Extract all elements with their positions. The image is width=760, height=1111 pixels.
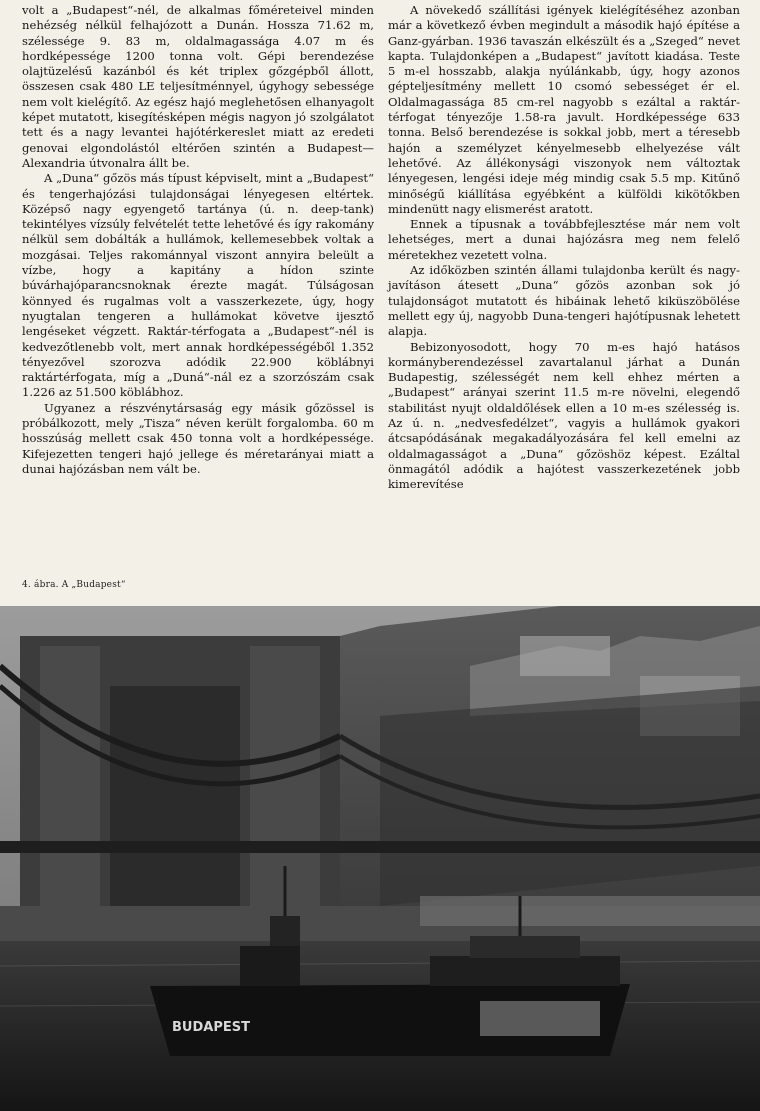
paragraph: Ennek a típusnak a továbbfejlesztése már nem volt lehetséges, mert a dunai hajózásra meg nem felelő méretekhez vezetett volna.	[388, 217, 740, 262]
ship-photograph	[0, 606, 760, 1111]
paragraph: Ugyanez a részvénytársaság egy másik gőzössel is próbálkozott, mely „Tisza“ néven került forgalomba. 60 m hosszúság mellett csak 450 tonna volt a hordképessége. Kifejezetten tengeri hajó jellege és méretarányai miatt a dunai hajózásban nem vált be.	[22, 400, 374, 476]
left-text-column	[22, 3, 374, 477]
right-text-column	[388, 3, 740, 493]
ship-name-lettering: BUDAPEST	[172, 1020, 250, 1035]
figure-caption: 4. ábra. A „Budapest“	[22, 580, 126, 590]
paragraph: Az időközben szintén állami tulajdonba került és nagy-javításon átesett „Duna“ gőzös azonban sok jó tulajdonságot mutatott és hibáinak lehető kiküszöbölése mellett egy új, nagyobb Duna-tengeri hajótípusnak lehetett alapja.	[388, 263, 740, 339]
paragraph: Bebizonyosodott, hogy 70 m-es hajó hatásos kormányberendezéssel zavartalanul járhat a Dunán Budapestig, szélességét nem kell ehhez mérten a „Budapest“ arányai szerint 11.5 m-re növelni, elegendő stabilitást nyujt oldaldőlések ellen a 10 m-es szélesség is. Az ú. n. „nedvesfedélzet“, vagyis a hullámok gyakori átcsapódásának megakadályozására fel kell emelni az oldalmagasságot a „Duna“ gőzöshöz képest. Ezáltal önmagától adódik a hajótest vasszerkezetének jobb kimerevítése	[388, 339, 740, 492]
paragraph: volt a „Budapest“-nél, de alkalmas főméreteivel minden nehézség nélkül felhajózott a Dunán. Hossza 71.62 m, szélessége 9. 83 m, oldalmagassága 4.07 m és hordképessége 1200 tonna volt. Gépi berendezése olajtüzelésű kazánból és két triplex gőzgépből állott, összesen csak 480 LE teljesítménnyel, úgyhogy sebessége nem volt kielégítő. Az egész hajó meglehetősen elhanyagolt képet mutatott, kisegítésképen mégis nagyon jó szolgálatot tett és a nagy levantei hajótérkereslet miatt az eredeti genovai elgondolástól eltérően szintén a Budapest—Alexandria útvonalra állt be.	[22, 3, 374, 170]
paragraph: A növekedő szállítási igények kielégítéséhez azonban már a következő évben megindult a második hajó építése a Ganz-gyárban. 1936 tavaszán elkészült és a „Szeged“ nevet kapta. Tulajdonképen a „Budapest“ javított kiadása. Teste 5 m-el hosszabb, alakja nyúlánkabb, úgy, hogy azonos gépteljesítmény mellett 10 csomó sebességet ér el. Oldalmagassága 85 cm-rel nagyobb s ezáltal a raktár-térfogat tényezője 1.58-ra javult. Hordképessége 633 tonna. Belső berendezése is sokkal jobb, mert a téresebb hajón a személyzet kényelmesebb elhelyezése vált lehetővé. Az állékonysági viszonyok nem változtak lényegesen, lengési ideje még mindig csak 5.5 mp. Kitűnő minőségű kiállítása egyébként a külföldi kikötőkben mindenütt nagy elismerést aratott.	[388, 3, 740, 216]
paragraph: A „Duna“ gőzös más típust képviselt, mint a „Budapest“ és tengerhajózási tulajdonságai lényegesen eltértek. Középső nagy egyengető tartánya (ú. n. deep-tank) tekintélyes vízsúly felvételét tette lehetővé és így rakomány nélkül sem dobálták a hullámok, kellemesebbek voltak a mozgásai. Teljes rakománnyal viszont annyira beleült a vízbe, hogy a kapitány a hídon szinte búvárhajóparancsnoknak érezte magát. Túlságosan könnyed és rugalmas volt a vasszerkezete, úgy, hogy nyugtalan tengeren a hullámokat követve ijesztő lengéseket végzett. Raktár-térfogata a „Budapest“-nél is kedvezőtlenebb volt, mert annak hordképességéből 1.352 tényezővel szorozva adódik 22.900 köblábnyi raktártérfogata, míg a „Duná“-nál ez a szorzószám csak 1.226 az 51.500 köblábhoz.	[22, 171, 374, 400]
